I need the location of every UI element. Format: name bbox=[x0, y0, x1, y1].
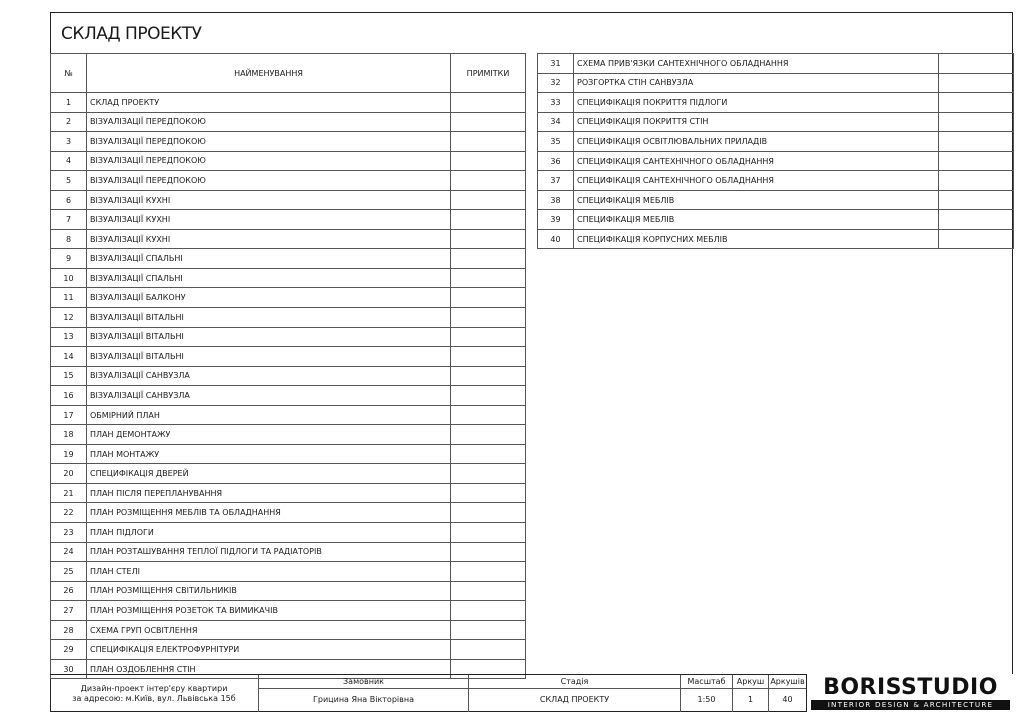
row-name: ВІЗУАЛІЗАЦІЇ СПАЛЬНІ bbox=[87, 268, 451, 288]
table-row bbox=[51, 405, 526, 425]
table-row bbox=[51, 249, 526, 269]
studio-logo bbox=[806, 674, 1013, 712]
row-number: 2 bbox=[51, 112, 87, 132]
row-notes bbox=[451, 288, 526, 308]
row-name: ВІЗУАЛІЗАЦІЇ ПЕРЕДПОКОЮ bbox=[87, 112, 451, 132]
table-row bbox=[51, 464, 526, 484]
row-notes bbox=[451, 268, 526, 288]
table-row bbox=[538, 151, 1014, 171]
row-name: ОБМІРНИЙ ПЛАН bbox=[87, 405, 451, 425]
table-header-row bbox=[51, 54, 526, 93]
row-name: ПЛАН МОНТАЖУ bbox=[87, 444, 451, 464]
table-row bbox=[538, 112, 1014, 132]
table-row bbox=[51, 366, 526, 386]
row-name: СПЕЦИФІКАЦІЯ МЕБЛІВ bbox=[574, 210, 939, 230]
row-number: 20 bbox=[51, 464, 87, 484]
row-notes bbox=[451, 444, 526, 464]
row-notes bbox=[451, 562, 526, 582]
table-row bbox=[51, 171, 526, 191]
row-number: 35 bbox=[538, 132, 574, 152]
row-name: ВІЗУАЛІЗАЦІЇ ВІТАЛЬНІ bbox=[87, 308, 451, 328]
row-notes bbox=[451, 366, 526, 386]
logo-tagline: INTERIOR DESIGN & ARCHITECTURE bbox=[811, 700, 1010, 710]
row-notes bbox=[451, 483, 526, 503]
row-number: 23 bbox=[51, 523, 87, 543]
row-name: ПЛАН СТЕЛІ bbox=[87, 562, 451, 582]
row-name: ВІЗУАЛІЗАЦІЇ ВІТАЛЬНІ bbox=[87, 327, 451, 347]
table-row bbox=[51, 132, 526, 152]
contents-table-left bbox=[50, 53, 526, 679]
sheets-label: Аркушів bbox=[768, 675, 806, 688]
row-number: 31 bbox=[538, 54, 574, 74]
table-row bbox=[51, 503, 526, 523]
table-row bbox=[51, 93, 526, 113]
table-row bbox=[51, 581, 526, 601]
scale-value: 1:50 bbox=[680, 688, 732, 712]
row-number: 10 bbox=[51, 268, 87, 288]
row-number: 12 bbox=[51, 308, 87, 328]
table-row bbox=[538, 210, 1014, 230]
row-name: СПЕЦИФІКАЦІЯ САНТЕХНІЧНОГО ОБЛАДНАННЯ bbox=[574, 171, 939, 191]
row-notes bbox=[939, 132, 1014, 152]
row-number: 17 bbox=[51, 405, 87, 425]
table-row bbox=[51, 562, 526, 582]
row-number: 29 bbox=[51, 640, 87, 660]
row-number: 18 bbox=[51, 425, 87, 445]
row-number: 25 bbox=[51, 562, 87, 582]
row-number: 6 bbox=[51, 190, 87, 210]
row-name: ВІЗУАЛІЗАЦІЇ КУХНІ bbox=[87, 190, 451, 210]
table-row bbox=[538, 93, 1014, 113]
row-name: СПЕЦИФІКАЦІЯ САНТЕХНІЧНОГО ОБЛАДНАННЯ bbox=[574, 151, 939, 171]
row-name: ВІЗУАЛІЗАЦІЇ САНВУЗЛА bbox=[87, 386, 451, 406]
table-row bbox=[51, 112, 526, 132]
row-name: ПЛАН ДЕМОНТАЖУ bbox=[87, 425, 451, 445]
row-name: ПЛАН РОЗТАШУВАННЯ ТЕПЛОЇ ПІДЛОГИ ТА РАДІАТОРІВ bbox=[87, 542, 451, 562]
row-number: 7 bbox=[51, 210, 87, 230]
row-number: 27 bbox=[51, 601, 87, 621]
row-notes bbox=[451, 347, 526, 367]
row-number: 14 bbox=[51, 347, 87, 367]
table-row bbox=[51, 268, 526, 288]
row-number: 26 bbox=[51, 581, 87, 601]
row-notes bbox=[451, 249, 526, 269]
project-line-2: за адресою: м.Київ, вул. Львівська 15б bbox=[72, 693, 236, 703]
table-row bbox=[51, 210, 526, 230]
row-notes bbox=[451, 132, 526, 152]
row-name: ВІЗУАЛІЗАЦІЇ ВІТАЛЬНІ bbox=[87, 347, 451, 367]
table-row bbox=[51, 444, 526, 464]
row-number: 19 bbox=[51, 444, 87, 464]
row-number: 16 bbox=[51, 386, 87, 406]
row-notes bbox=[939, 190, 1014, 210]
project-description bbox=[50, 675, 258, 712]
row-notes bbox=[451, 581, 526, 601]
row-name: ПЛАН ОЗДОБЛЕННЯ СТІН bbox=[87, 659, 451, 679]
row-name: ПЛАН ПІСЛЯ ПЕРЕПЛАНУВАННЯ bbox=[87, 483, 451, 503]
row-notes bbox=[939, 210, 1014, 230]
row-notes bbox=[451, 425, 526, 445]
row-number: 39 bbox=[538, 210, 574, 230]
table-row bbox=[51, 542, 526, 562]
row-name: ВІЗУАЛІЗАЦІЇ БАЛКОНУ bbox=[87, 288, 451, 308]
table-row bbox=[51, 523, 526, 543]
table-row bbox=[51, 425, 526, 445]
stage-value: СКЛАД ПРОЕКТУ bbox=[468, 688, 680, 712]
row-number: 36 bbox=[538, 151, 574, 171]
row-notes bbox=[939, 54, 1014, 74]
row-number: 22 bbox=[51, 503, 87, 523]
row-name: СПЕЦИФІКАЦІЯ ПОКРИТТЯ ПІДЛОГИ bbox=[574, 93, 939, 113]
table-row bbox=[538, 190, 1014, 210]
row-number: 32 bbox=[538, 73, 574, 93]
row-number: 34 bbox=[538, 112, 574, 132]
row-name: ВІЗУАЛІЗАЦІЇ ПЕРЕДПОКОЮ bbox=[87, 171, 451, 191]
row-notes bbox=[451, 171, 526, 191]
row-number: 28 bbox=[51, 620, 87, 640]
row-notes bbox=[939, 93, 1014, 113]
row-number: 21 bbox=[51, 483, 87, 503]
stage-label: Стадія bbox=[468, 675, 680, 688]
sheet-value: 1 bbox=[732, 688, 768, 712]
row-number: 11 bbox=[51, 288, 87, 308]
row-name: СХЕМА ГРУП ОСВІТЛЕННЯ bbox=[87, 620, 451, 640]
table-row bbox=[51, 483, 526, 503]
table-row bbox=[538, 171, 1014, 191]
row-name: ПЛАН ПІДЛОГИ bbox=[87, 523, 451, 543]
row-notes bbox=[451, 640, 526, 660]
row-number: 1 bbox=[51, 93, 87, 113]
row-name: СКЛАД ПРОЕКТУ bbox=[87, 93, 451, 113]
header-number: № bbox=[51, 54, 87, 93]
row-notes bbox=[451, 190, 526, 210]
row-name: ПЛАН РОЗМІЩЕННЯ СВІТИЛЬНИКІВ bbox=[87, 581, 451, 601]
row-name: ВІЗУАЛІЗАЦІЇ САНВУЗЛА bbox=[87, 366, 451, 386]
row-notes bbox=[451, 308, 526, 328]
row-name: ПЛАН РОЗМІЩЕННЯ РОЗЕТОК ТА ВИМИКАЧІВ bbox=[87, 601, 451, 621]
row-name: ВІЗУАЛІЗАЦІЇ КУХНІ bbox=[87, 210, 451, 230]
row-number: 40 bbox=[538, 229, 574, 249]
table-row bbox=[538, 73, 1014, 93]
table-row bbox=[51, 386, 526, 406]
table-row bbox=[51, 308, 526, 328]
row-notes bbox=[451, 620, 526, 640]
table-row bbox=[51, 601, 526, 621]
sheet-label: Аркуш bbox=[732, 675, 768, 688]
row-notes bbox=[939, 229, 1014, 249]
row-name: СПЕЦИФІКАЦІЯ МЕБЛІВ bbox=[574, 190, 939, 210]
row-name: СПЕЦИФІКАЦІЯ ЕЛЕКТРОФУРНІТУРИ bbox=[87, 640, 451, 660]
row-notes bbox=[939, 112, 1014, 132]
sheets-value: 40 bbox=[768, 688, 806, 712]
row-notes bbox=[451, 112, 526, 132]
table-row bbox=[51, 620, 526, 640]
document-title: СКЛАД ПРОЕКТУ bbox=[61, 24, 202, 44]
row-number: 8 bbox=[51, 229, 87, 249]
row-name: ВІЗУАЛІЗАЦІЇ СПАЛЬНІ bbox=[87, 249, 451, 269]
row-notes bbox=[451, 93, 526, 113]
table-row bbox=[538, 132, 1014, 152]
row-notes bbox=[939, 73, 1014, 93]
table-row bbox=[51, 151, 526, 171]
row-notes bbox=[451, 464, 526, 484]
row-notes bbox=[451, 503, 526, 523]
table-row bbox=[51, 288, 526, 308]
row-number: 38 bbox=[538, 190, 574, 210]
title-block-divider bbox=[258, 688, 806, 689]
row-notes bbox=[939, 171, 1014, 191]
row-name: СПЕЦИФІКАЦІЯ ОСВІТЛЮВАЛЬНИХ ПРИЛАДІВ bbox=[574, 132, 939, 152]
scale-label: Масштаб bbox=[680, 675, 732, 688]
row-notes bbox=[451, 523, 526, 543]
row-notes bbox=[451, 327, 526, 347]
header-notes: ПРИМІТКИ bbox=[451, 54, 526, 93]
client-value: Грицина Яна Вікторівна bbox=[258, 688, 468, 712]
row-number: 5 bbox=[51, 171, 87, 191]
row-number: 24 bbox=[51, 542, 87, 562]
row-name: ПЛАН РОЗМІЩЕННЯ МЕБЛІВ ТА ОБЛАДНАННЯ bbox=[87, 503, 451, 523]
table-row bbox=[51, 640, 526, 660]
row-name: СПЕЦИФІКАЦІЯ ДВЕРЕЙ bbox=[87, 464, 451, 484]
table-row bbox=[538, 229, 1014, 249]
row-notes bbox=[451, 601, 526, 621]
row-number: 37 bbox=[538, 171, 574, 191]
row-notes bbox=[451, 386, 526, 406]
client-label: Замовник bbox=[258, 675, 468, 688]
contents-table-right bbox=[537, 53, 1014, 249]
row-notes bbox=[451, 229, 526, 249]
table-row bbox=[51, 327, 526, 347]
row-number: 3 bbox=[51, 132, 87, 152]
project-line-1: Дизайн-проект інтер'єру квартири bbox=[80, 683, 228, 693]
table-row bbox=[51, 347, 526, 367]
table-row bbox=[51, 190, 526, 210]
row-number: 4 bbox=[51, 151, 87, 171]
table-row bbox=[538, 54, 1014, 74]
row-notes bbox=[451, 405, 526, 425]
row-number: 30 bbox=[51, 659, 87, 679]
row-number: 15 bbox=[51, 366, 87, 386]
row-name: ВІЗУАЛІЗАЦІЇ ПЕРЕДПОКОЮ bbox=[87, 151, 451, 171]
row-name: ВІЗУАЛІЗАЦІЇ ПЕРЕДПОКОЮ bbox=[87, 132, 451, 152]
row-notes bbox=[451, 542, 526, 562]
row-number: 13 bbox=[51, 327, 87, 347]
row-name: СПЕЦИФІКАЦІЯ ПОКРИТТЯ СТІН bbox=[574, 112, 939, 132]
table-row bbox=[51, 229, 526, 249]
row-notes bbox=[939, 151, 1014, 171]
row-name: СПЕЦИФІКАЦІЯ КОРПУСНИХ МЕБЛІВ bbox=[574, 229, 939, 249]
header-name: НАЙМЕНУВАННЯ bbox=[87, 54, 451, 93]
row-notes bbox=[451, 151, 526, 171]
row-name: ВІЗУАЛІЗАЦІЇ КУХНІ bbox=[87, 229, 451, 249]
row-name: РОЗГОРТКА СТІН САНВУЗЛА bbox=[574, 73, 939, 93]
row-number: 9 bbox=[51, 249, 87, 269]
row-name: СХЕМА ПРИВ'ЯЗКИ САНТЕХНІЧНОГО ОБЛАДНАННЯ bbox=[574, 54, 939, 74]
logo-name: BORISSTUDIO bbox=[823, 675, 998, 700]
row-notes bbox=[451, 210, 526, 230]
row-number: 33 bbox=[538, 93, 574, 113]
